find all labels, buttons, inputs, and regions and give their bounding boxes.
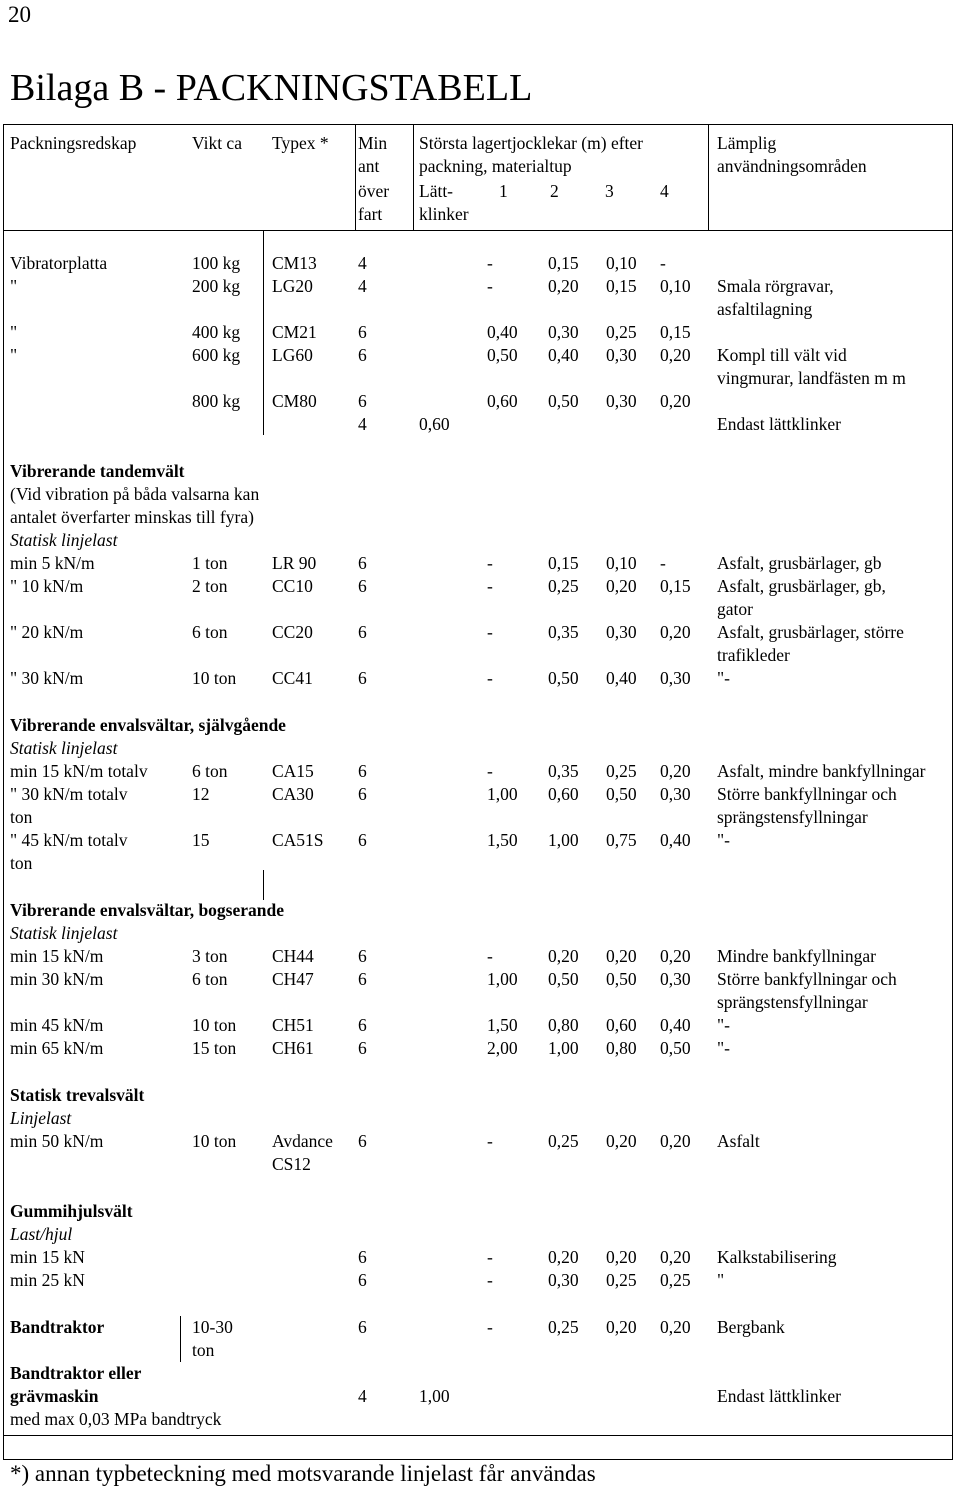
section-subheading: Statisk linjelast [10,530,118,550]
typex-cell: CC41 [272,668,313,688]
material-2-cell: 1,00 [548,1038,579,1058]
anvandning-cell: Bergbank [717,1317,785,1337]
redskap-cell: min 15 kN [10,1247,85,1267]
vikt-cell: 800 kg [192,391,241,411]
redskap-cell: min 5 kN/m [10,553,95,573]
material-1-cell: - [487,576,493,596]
redskap-cell: ton [10,807,33,827]
anvandning-cell: Kompl till vält vid [717,345,847,365]
material-4-cell: 0,20 [660,622,691,642]
vikt-cell: 3 ton [192,946,228,966]
material-1-cell: 0,50 [487,345,518,365]
material-2-cell: 1,00 [548,830,579,850]
material-1-cell: 0,40 [487,322,518,342]
typex-cell: LG20 [272,276,313,296]
min-overfart-cell: 6 [358,1317,367,1337]
redskap-cell: min 50 kN/m [10,1131,104,1151]
redskap-cell: ton [10,853,33,873]
anvandning-cell: "- [717,668,730,688]
typex-cell: LG60 [272,345,313,365]
material-1-cell: - [487,276,493,296]
header-min: över [358,181,390,201]
section-note: antalet överfarter minskas till fyra) [10,507,254,527]
section-heading: Bandtraktor [10,1317,105,1337]
section-note: med max 0,03 MPa bandtryck [10,1409,222,1429]
header-min: Min [358,133,388,153]
material-2-cell: 0,35 [548,622,579,642]
header-mat-col: 3 [605,181,614,201]
material-1-cell: - [487,1131,493,1151]
header-typex: Typex * [272,133,329,153]
anvandning-cell: "- [717,1038,730,1058]
page-number: 20 [8,2,31,27]
material-3-cell: 0,20 [606,1247,637,1267]
material-1-cell: 1,00 [487,784,518,804]
min-overfart-cell: 6 [358,1247,367,1267]
anvandning-cell: Endast lättklinker [717,414,841,434]
material-4-cell: 0,40 [660,1015,691,1035]
material-2-cell: 0,50 [548,969,579,989]
section-subheading: Statisk linjelast [10,738,118,758]
typex-cell: CA30 [272,784,314,804]
header-lamplig: användningsområden [717,156,867,176]
anvandning-cell: Smala rörgravar, [717,276,834,296]
material-2-cell: 0,20 [548,946,579,966]
redskap-cell: " 30 kN/m totalv [10,784,128,804]
vikt-cell: 10 ton [192,668,237,688]
redskap-cell: Vibratorplatta [10,253,108,273]
vikt-cell: 100 kg [192,253,241,273]
min-overfart-cell: 6 [358,576,367,596]
header-latt: klinker [419,204,469,224]
anvandning-cell: Asfalt [717,1131,760,1151]
typex-cell: CM80 [272,391,317,411]
material-3-cell: 0,25 [606,1270,637,1290]
anvandning-cell: Asfalt, grusbärlager, gb [717,553,882,573]
material-4-cell: 0,20 [660,761,691,781]
section-heading: Statisk trevalsvält [10,1085,145,1105]
lattklinker-cell: 1,00 [419,1386,450,1406]
material-3-cell: 0,20 [606,1131,637,1151]
material-4-cell: - [660,553,666,573]
min-overfart-cell: 6 [358,830,367,850]
material-2-cell: 0,25 [548,1317,579,1337]
typex-cell: Avdance [272,1131,333,1151]
typex-cell: CH61 [272,1038,314,1058]
material-4-cell: 0,20 [660,1247,691,1267]
material-4-cell: 0,15 [660,322,691,342]
anvandning-cell: "- [717,1015,730,1035]
col-line [263,870,264,900]
section-heading: grävmaskin [10,1386,99,1406]
material-1-cell: 0,60 [487,391,518,411]
typex-cell: CH51 [272,1015,314,1035]
min-overfart-cell: 6 [358,761,367,781]
material-1-cell: - [487,1270,493,1290]
min-overfart-cell: 4 [358,276,367,296]
material-2-cell: 0,20 [548,276,579,296]
vikt-cell: 200 kg [192,276,241,296]
header-col-line [355,124,356,230]
material-2-cell: 0,80 [548,1015,579,1035]
header-packningsredskap: Packningsredskap [10,133,137,153]
vikt-cell: 10 ton [192,1131,237,1151]
material-4-cell: 0,20 [660,1317,691,1337]
material-4-cell: 0,50 [660,1038,691,1058]
col-line [263,230,264,435]
material-4-cell: 0,40 [660,830,691,850]
footnote: *) annan typbeteckning med motsvarande linjelast får användas [10,1461,596,1486]
min-overfart-cell: 6 [358,1038,367,1058]
typex-cell: CS12 [272,1154,311,1174]
material-2-cell: 0,25 [548,576,579,596]
material-4-cell: 0,25 [660,1270,691,1290]
min-overfart-cell: 6 [358,1131,367,1151]
vikt-cell: ton [192,1340,215,1360]
header-storsta: Största lagertjocklekar (m) efter [419,133,643,153]
typex-cell: CH47 [272,969,314,989]
min-overfart-cell: 6 [358,946,367,966]
anvandning-cell: gator [717,599,753,619]
material-3-cell: 0,20 [606,576,637,596]
typex-cell: CM21 [272,322,317,342]
material-4-cell: 0,10 [660,276,691,296]
anvandning-cell: Endast lättklinker [717,1386,841,1406]
redskap-cell: " 45 kN/m totalv [10,830,128,850]
anvandning-cell: Asfalt, mindre bankfyllningar [717,761,926,781]
anvandning-cell: "- [717,830,730,850]
vikt-cell: 10 ton [192,1015,237,1035]
material-1-cell: - [487,668,493,688]
vikt-cell: 15 ton [192,1038,237,1058]
material-3-cell: 0,30 [606,622,637,642]
min-overfart-cell: 4 [358,1386,367,1406]
min-overfart-cell: 6 [358,553,367,573]
material-1-cell: - [487,761,493,781]
typex-cell: LR 90 [272,553,317,573]
material-1-cell: - [487,622,493,642]
redskap-cell: min 25 kN [10,1270,85,1290]
anvandning-cell: Mindre bankfyllningar [717,946,876,966]
anvandning-cell: Asfalt, grusbärlager, större [717,622,904,642]
header-lamplig: Lämplig [717,133,777,153]
material-2-cell: 0,40 [548,345,579,365]
header-mat-col: 1 [499,181,508,201]
vikt-cell: 10-30 [192,1317,233,1337]
header-min: fart [358,204,383,224]
header-latt: Lätt- [419,181,454,201]
redskap-cell: " [10,345,18,365]
section-heading: Bandtraktor eller [10,1363,142,1383]
redskap-cell: min 30 kN/m [10,969,104,989]
header-mat-col: 4 [660,181,669,201]
typex-cell: CM13 [272,253,317,273]
material-3-cell: 0,25 [606,322,637,342]
section-heading: Gummihjulsvält [10,1201,133,1221]
material-3-cell: 0,15 [606,276,637,296]
min-overfart-cell: 6 [358,1270,367,1290]
vikt-cell: 15 [192,830,210,850]
material-3-cell: 0,50 [606,784,637,804]
header-min: ant [358,156,380,176]
material-3-cell: 0,20 [606,1317,637,1337]
anvandning-cell: trafikleder [717,645,790,665]
min-overfart-cell: 6 [358,391,367,411]
typex-cell: CC10 [272,576,313,596]
page-title: Bilaga B - PACKNINGSTABELL [10,67,533,109]
redskap-cell: " 10 kN/m [10,576,84,596]
typex-cell: CA51S [272,830,324,850]
redskap-cell: " [10,322,18,342]
min-overfart-cell: 6 [358,969,367,989]
material-4-cell: 0,30 [660,969,691,989]
anvandning-cell: asfaltilagning [717,299,813,319]
section-heading: Vibrerande envalsvältar, självgående [10,715,286,735]
section-note: (Vid vibration på båda valsarna kan [10,484,260,504]
typex-cell: CH44 [272,946,314,966]
material-3-cell: 0,10 [606,253,637,273]
anvandning-cell: Större bankfyllningar och [717,969,897,989]
section-subheading: Linjelast [10,1108,72,1128]
redskap-cell: min 45 kN/m [10,1015,104,1035]
material-2-cell: 0,15 [548,253,579,273]
vikt-cell: 600 kg [192,345,241,365]
vikt-cell: 6 ton [192,761,228,781]
material-2-cell: 0,35 [548,761,579,781]
material-4-cell: 0,20 [660,391,691,411]
anvandning-cell: Större bankfyllningar och [717,784,897,804]
min-overfart-cell: 6 [358,345,367,365]
material-3-cell: 0,20 [606,946,637,966]
redskap-cell: " [10,276,18,296]
min-overfart-cell: 6 [358,622,367,642]
vikt-cell: 6 ton [192,969,228,989]
material-3-cell: 0,40 [606,668,637,688]
material-2-cell: 0,25 [548,1131,579,1151]
vikt-cell: 6 ton [192,622,228,642]
material-4-cell: 0,30 [660,668,691,688]
material-1-cell: - [487,1317,493,1337]
material-4-cell: 0,20 [660,1131,691,1151]
vikt-cell: 1 ton [192,553,228,573]
col-line [180,1316,181,1362]
material-1-cell: 2,00 [487,1038,518,1058]
redskap-cell: min 15 kN/m [10,946,104,966]
header-col-line [708,124,709,230]
min-overfart-cell: 4 [358,414,367,434]
material-3-cell: 0,75 [606,830,637,850]
material-2-cell: 0,50 [548,668,579,688]
anvandning-cell: vingmurar, landfästen m m [717,368,906,388]
material-2-cell: 0,30 [548,322,579,342]
material-4-cell: 0,15 [660,576,691,596]
material-1-cell: - [487,553,493,573]
header-vikt: Vikt ca [192,133,242,153]
anvandning-cell: Asfalt, grusbärlager, gb, [717,576,886,596]
anvandning-cell: Kalkstabilisering [717,1247,837,1267]
vikt-cell: 2 ton [192,576,228,596]
footer-divider [3,1435,953,1436]
material-3-cell: 0,25 [606,761,637,781]
redskap-cell: " 20 kN/m [10,622,84,642]
min-overfart-cell: 6 [358,784,367,804]
vikt-cell: 12 [192,784,210,804]
material-4-cell: 0,30 [660,784,691,804]
min-overfart-cell: 6 [358,322,367,342]
material-2-cell: 0,20 [548,1247,579,1267]
vikt-cell: 400 kg [192,322,241,342]
min-overfart-cell: 4 [358,253,367,273]
material-2-cell: 0,50 [548,391,579,411]
min-overfart-cell: 6 [358,1015,367,1035]
anvandning-cell: " [717,1270,725,1290]
typex-cell: CA15 [272,761,314,781]
anvandning-cell: sprängstensfyllningar [717,992,868,1012]
material-1-cell: - [487,946,493,966]
section-heading: Vibrerande envalsvältar, bogserande [10,900,285,920]
material-3-cell: 0,30 [606,391,637,411]
material-3-cell: 0,10 [606,553,637,573]
material-2-cell: 0,60 [548,784,579,804]
material-4-cell: 0,20 [660,345,691,365]
section-subheading: Last/hjul [10,1224,73,1244]
header-col-line [413,124,414,230]
material-3-cell: 0,80 [606,1038,637,1058]
material-3-cell: 0,60 [606,1015,637,1035]
material-4-cell: 0,20 [660,946,691,966]
material-1-cell: - [487,253,493,273]
material-1-cell: 1,50 [487,1015,518,1035]
min-overfart-cell: 6 [358,668,367,688]
material-2-cell: 0,30 [548,1270,579,1290]
material-1-cell: - [487,1247,493,1267]
redskap-cell: min 65 kN/m [10,1038,104,1058]
anvandning-cell: sprängstensfyllningar [717,807,868,827]
material-3-cell: 0,50 [606,969,637,989]
header-divider [3,230,953,231]
material-1-cell: 1,50 [487,830,518,850]
section-heading: Vibrerande tandemvält [10,461,185,481]
redskap-cell: " 30 kN/m [10,668,84,688]
material-3-cell: 0,30 [606,345,637,365]
material-2-cell: 0,15 [548,553,579,573]
redskap-cell: min 15 kN/m totalv [10,761,148,781]
typex-cell: CC20 [272,622,313,642]
section-subheading: Statisk linjelast [10,923,118,943]
lattklinker-cell: 0,60 [419,414,450,434]
header-storsta: packning, materialtup [419,156,572,176]
header-mat-col: 2 [550,181,559,201]
material-4-cell: - [660,253,666,273]
material-1-cell: 1,00 [487,969,518,989]
